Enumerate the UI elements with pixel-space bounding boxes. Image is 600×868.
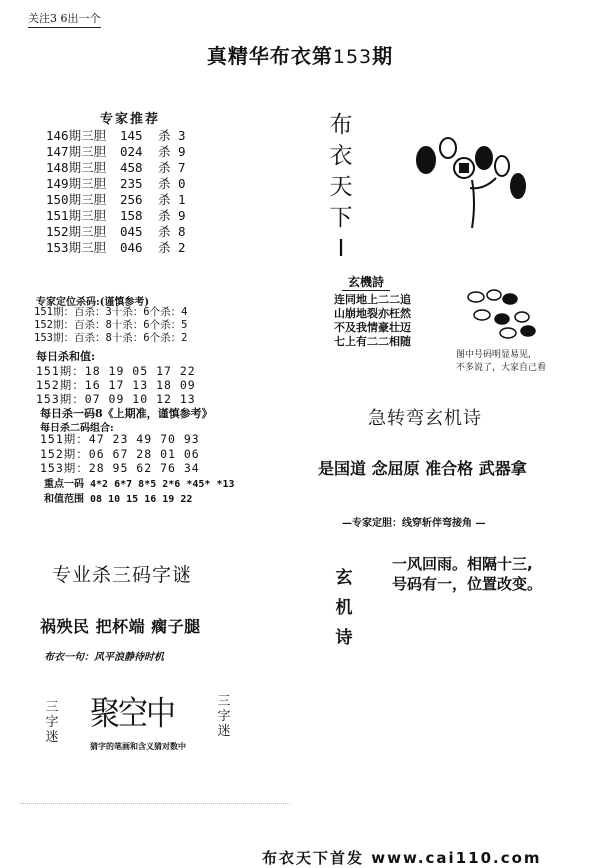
list-item: 151期：18 19 05 17 22 (36, 364, 196, 378)
recommend-row (46, 128, 186, 144)
link (468, 292, 484, 302)
row-nums: 458 (120, 160, 143, 175)
picture-caption (456, 349, 546, 375)
link (487, 290, 501, 300)
bead (495, 156, 509, 176)
link (495, 314, 509, 324)
recommend-row (46, 176, 186, 192)
position-kill-list (34, 306, 187, 345)
footer-site: 布衣天下首发 www.cai110.com (262, 849, 542, 867)
top-note: 关注3 6出一个 (28, 10, 101, 28)
row-period: 147期三胆 (46, 144, 107, 159)
side-label-left: 三 字 迷 (45, 700, 59, 745)
focus-code: 重点一码 4*2 6*7 8*5 2*6 *45* *13 (44, 479, 235, 490)
poem-line: 不及我情豪壮迈 (334, 321, 411, 334)
brand-vertical: 布 衣 天 下 I (329, 112, 353, 262)
title-issue: 153 (332, 46, 373, 68)
bead (511, 174, 525, 198)
xuan-poem-label: 玄 机 诗 (335, 568, 353, 648)
poem-line: 七上有二二相随 (334, 335, 411, 348)
list-item: 151期：47 23 49 70 93 (40, 432, 200, 446)
row-nums: 256 (120, 192, 143, 207)
turn-poem-title: 急转弯玄机诗 (368, 408, 482, 429)
row-nums: 145 (120, 128, 143, 143)
side-label-right: 三 字 迷 (217, 694, 231, 739)
recommend-row (46, 208, 186, 224)
xuan-poem-lines (392, 554, 542, 594)
row-kill: 杀 8 (158, 224, 186, 239)
row-period: 152期三胆 (46, 224, 107, 239)
row-period: 149期三胆 (46, 176, 107, 191)
link (515, 312, 529, 322)
expert-bold-line: —专家定胆：线穿斩伴弯接角 — (342, 518, 486, 529)
one-line-hint: 布衣一句：风平浪静待时机 (44, 652, 164, 663)
bead (440, 138, 456, 158)
xuan-line: 一风回雨。相隔十三, (392, 555, 533, 573)
list-item: 152期：百杀：8十杀：6个杀：5 (34, 319, 188, 331)
row-kill: 杀 1 (158, 192, 186, 207)
daily-kill-two-list (40, 432, 200, 476)
poem-lines (334, 293, 411, 349)
poem-title: 玄機詩 (342, 273, 390, 291)
caption-line: 不多说了，大家自己看 (456, 363, 547, 373)
big-riddle: 聚空中 (90, 694, 174, 734)
divider (20, 803, 290, 805)
row-kill: 杀 9 (158, 144, 186, 159)
row-period: 148期三胆 (46, 160, 107, 175)
chain-illustration (462, 285, 552, 340)
link (521, 326, 535, 336)
daily-sum-heading: 每日杀和值: (36, 350, 96, 363)
recommend-heading: 专家推荐 (100, 112, 161, 127)
string (472, 180, 474, 228)
poem-line: 连同地上二二追 (334, 293, 411, 306)
title-prefix: 真精华布衣第 (206, 44, 333, 68)
title-suffix: 期 (372, 44, 394, 68)
turn-poem-line: 是国道 念屈原 准合格 武器拿 (318, 459, 527, 478)
row-period: 146期三胆 (46, 128, 107, 143)
list-item: 153期：百杀：8十杀：6个杀：2 (34, 332, 188, 344)
list-item: 153期：28 95 62 76 34 (40, 461, 200, 475)
row-kill: 杀 9 (158, 208, 186, 223)
row-nums: 024 (120, 144, 143, 159)
link (503, 294, 517, 304)
recommend-row (46, 160, 186, 176)
list-item: 152期：16 17 13 18 09 (36, 378, 196, 392)
bead (476, 147, 492, 169)
list-item: 151期：百杀：3十杀：6个杀：4 (34, 306, 188, 318)
daily-kill-one: 每日杀一码8《上期准，谨慎参考》 (40, 407, 213, 420)
recommend-row (46, 224, 186, 240)
riddle-hint: 猜字的笔画和含义猜对数中 (90, 741, 186, 751)
caption-line: 图中号码明显易见, (456, 350, 531, 360)
row-kill: 杀 2 (158, 240, 186, 255)
sum-range: 和值范围 08 10 15 16 19 22 (44, 494, 193, 505)
row-period: 151期三胆 (46, 208, 107, 223)
row-kill: 杀 3 (158, 128, 186, 143)
beads-illustration (412, 128, 532, 238)
list-item: 153期：07 09 10 12 13 (36, 392, 196, 406)
poem-line: 山崩地裂亦枉然 (334, 307, 411, 320)
bead (417, 147, 435, 173)
row-kill: 杀 0 (158, 176, 186, 191)
daily-kill-two-heading: 每日杀二码组合: (40, 423, 114, 434)
riddle-words: 祸殃民 把杯端 瘸子腿 (40, 617, 201, 636)
recommend-list (46, 128, 186, 256)
page-title (0, 40, 600, 69)
row-nums: 045 (120, 224, 143, 239)
link (500, 328, 516, 338)
recommend-row (46, 240, 186, 256)
row-nums: 046 (120, 240, 143, 255)
row-kill: 杀 7 (158, 160, 186, 175)
xuan-line: 号码有一，位置改变。 (392, 575, 543, 593)
riddle-title: 专业杀三码字谜 (52, 564, 193, 586)
position-kill-heading: 专家定位杀码:(谨慎参考) (36, 297, 150, 308)
coin-hole (460, 164, 468, 172)
row-nums: 158 (120, 208, 143, 223)
row-period: 150期三胆 (46, 192, 107, 207)
list-item: 152期：06 67 28 01 06 (40, 446, 200, 461)
link (474, 310, 490, 320)
daily-sum-list (36, 364, 196, 406)
recommend-row (46, 144, 186, 160)
row-period: 153期三胆 (46, 240, 107, 255)
recommend-row (46, 192, 186, 208)
row-nums: 235 (120, 176, 143, 191)
